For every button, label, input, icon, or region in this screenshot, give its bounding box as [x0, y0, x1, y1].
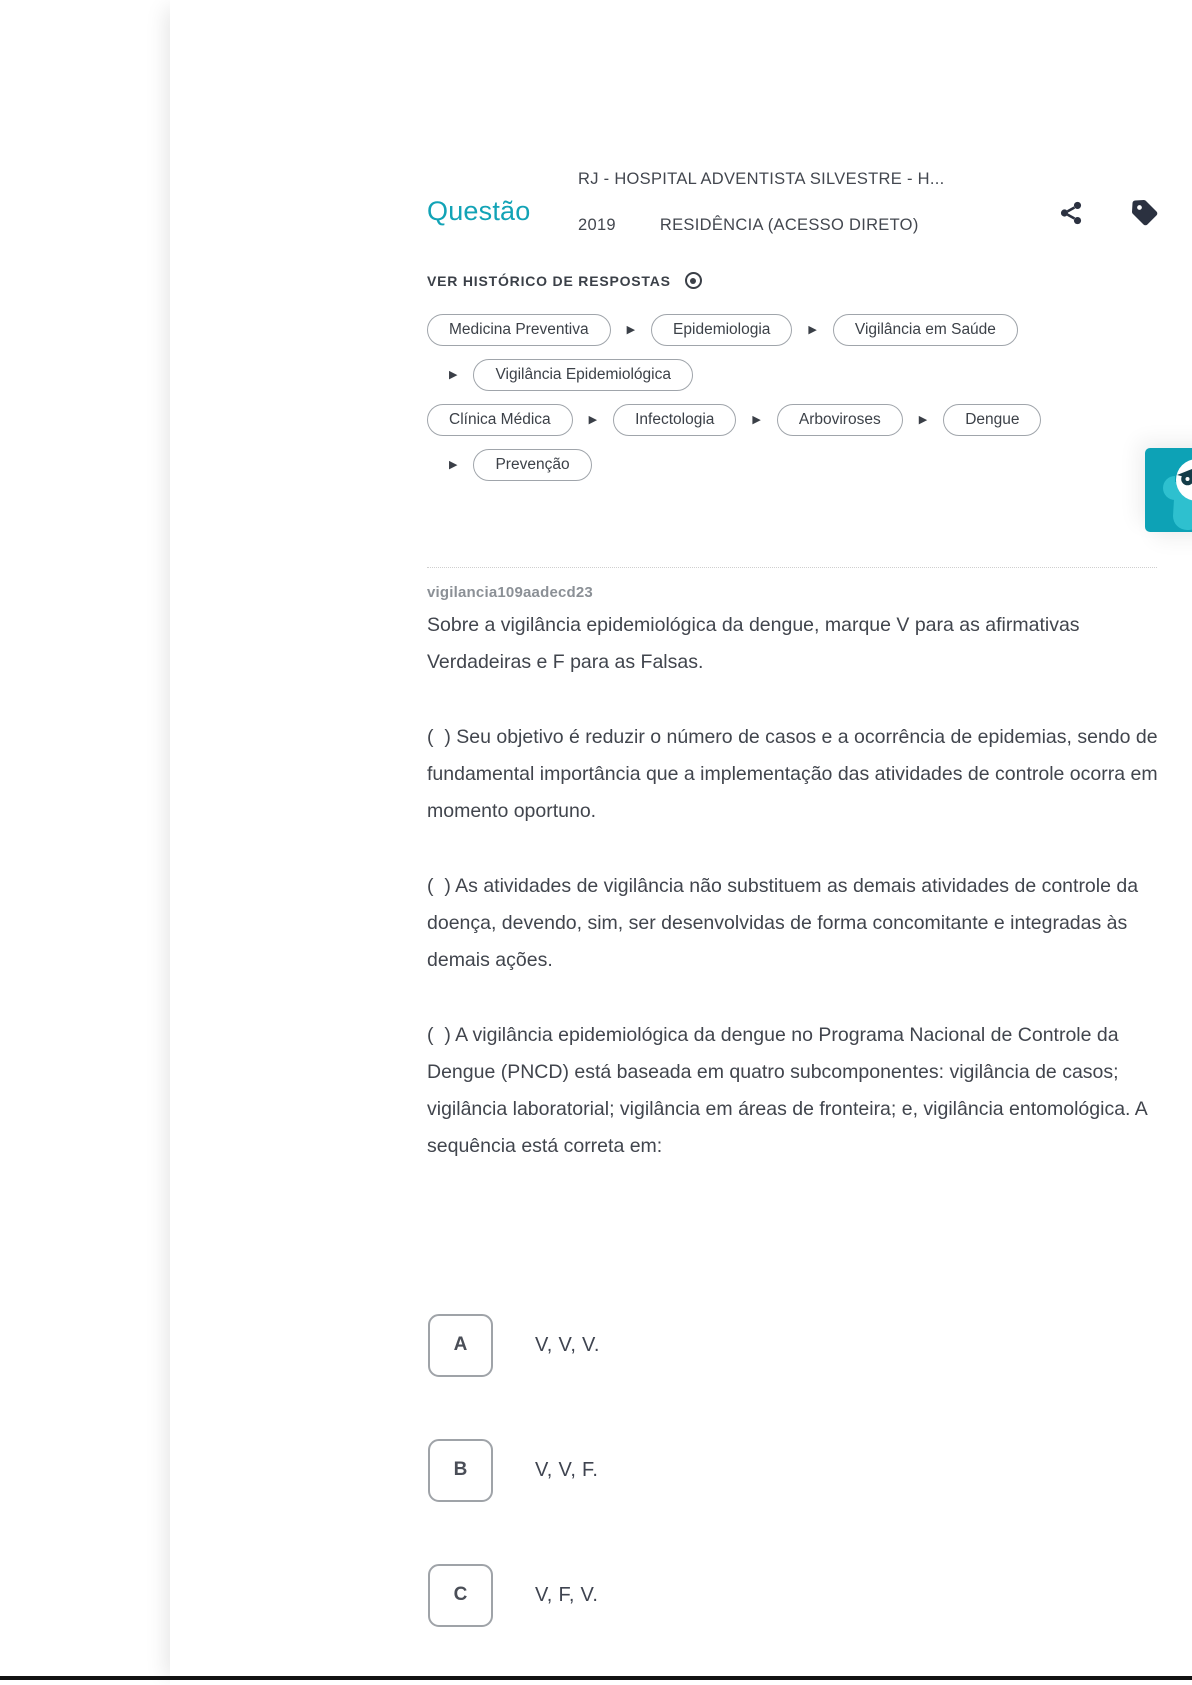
eye-icon: [685, 272, 702, 289]
tag-pill[interactable]: Clínica Médica: [427, 404, 573, 436]
option-c[interactable]: [428, 1563, 598, 1627]
option-b-letter-box[interactable]: B: [428, 1439, 493, 1502]
tag-pill[interactable]: Vigilância Epidemiológica: [473, 359, 693, 391]
option-b[interactable]: [428, 1438, 598, 1502]
breadcrumb-arrow-icon: ▶: [752, 413, 761, 426]
tag-row-2: [427, 359, 693, 391]
question-statement: ( ) As atividades de vigilância não substituem as demais atividades de controle da doença, devendo, sim, ser desenvolvidas de forma concomitante e integradas às demais ações.: [427, 875, 1144, 971]
estrategia-owl-logo: [1145, 448, 1192, 532]
breadcrumb-arrow-icon: ▶: [918, 413, 928, 426]
exam-year: 2019: [578, 216, 616, 234]
answer-history-link[interactable]: [427, 272, 702, 289]
page-title: Questão: [427, 196, 531, 226]
header-actions: [1058, 196, 1192, 230]
breadcrumb-arrow-icon: ▶: [588, 413, 598, 426]
question-id: vigilancia109aadecd23: [427, 584, 593, 601]
tag-pill[interactable]: Prevenção: [473, 449, 591, 481]
answer-history-label: VER HISTÓRICO DE RESPOSTAS: [427, 272, 671, 289]
breadcrumb-arrow-icon: ▶: [449, 368, 458, 381]
tag-pill[interactable]: Infectologia: [613, 404, 736, 436]
page-bottom-border: [0, 1676, 1192, 1680]
tag-pill[interactable]: Epidemiologia: [651, 314, 792, 346]
dotted-divider: [427, 567, 1157, 568]
breadcrumb-arrow-icon: ▶: [808, 323, 817, 336]
exam-info: [578, 170, 998, 235]
tag-icon[interactable]: [1130, 198, 1160, 228]
tag-pill[interactable]: Arboviroses: [777, 404, 903, 436]
share-icon[interactable]: [1058, 200, 1084, 226]
exam-type: RESIDÊNCIA (ACESSO DIRETO): [659, 216, 919, 234]
question-statement: ( ) Seu objetivo é reduzir o número de casos e a ocorrência de epidemias, sendo de fundamental importância que a implementação das atividades de controle ocorra em momento oportuno.: [427, 726, 1164, 822]
option-a[interactable]: [428, 1313, 600, 1377]
tag-row-3: [427, 404, 1041, 436]
question-body: [427, 584, 1164, 1203]
option-a-text: V, V, V.: [535, 1333, 600, 1356]
option-c-letter-box[interactable]: C: [428, 1564, 493, 1627]
breadcrumb-arrow-icon: ▶: [449, 458, 458, 471]
exam-name: RJ - HOSPITAL ADVENTISTA SILVESTRE - H...: [578, 170, 945, 188]
breadcrumb-arrow-icon: ▶: [626, 323, 636, 336]
question-intro: Sobre a vigilância epidemiológica da dengue, marque V para as afirmativas Verdadeiras e F para as Falsas.: [427, 614, 1085, 673]
option-c-text: V, F, V.: [535, 1583, 599, 1606]
option-b-text: V, V, F.: [535, 1458, 599, 1481]
tag-pill[interactable]: Medicina Preventiva: [427, 314, 611, 346]
option-a-letter-box[interactable]: A: [428, 1314, 493, 1377]
tag-row-1: [427, 314, 1018, 346]
tag-row-4: [427, 449, 592, 481]
question-card: [170, 0, 1192, 1685]
tag-pill[interactable]: Dengue: [943, 404, 1041, 436]
tag-pill[interactable]: Vigilância em Saúde: [833, 314, 1018, 346]
question-statement: ( ) A vigilância epidemiológica da dengue no Programa Nacional de Controle da Dengue (PNCD) está baseada em quatro subcomponentes: vigilância de casos; vigilância laboratorial; vigilância em áreas de fronteira; e, vigilância entomológica. A sequência está correta em:: [427, 1024, 1153, 1157]
